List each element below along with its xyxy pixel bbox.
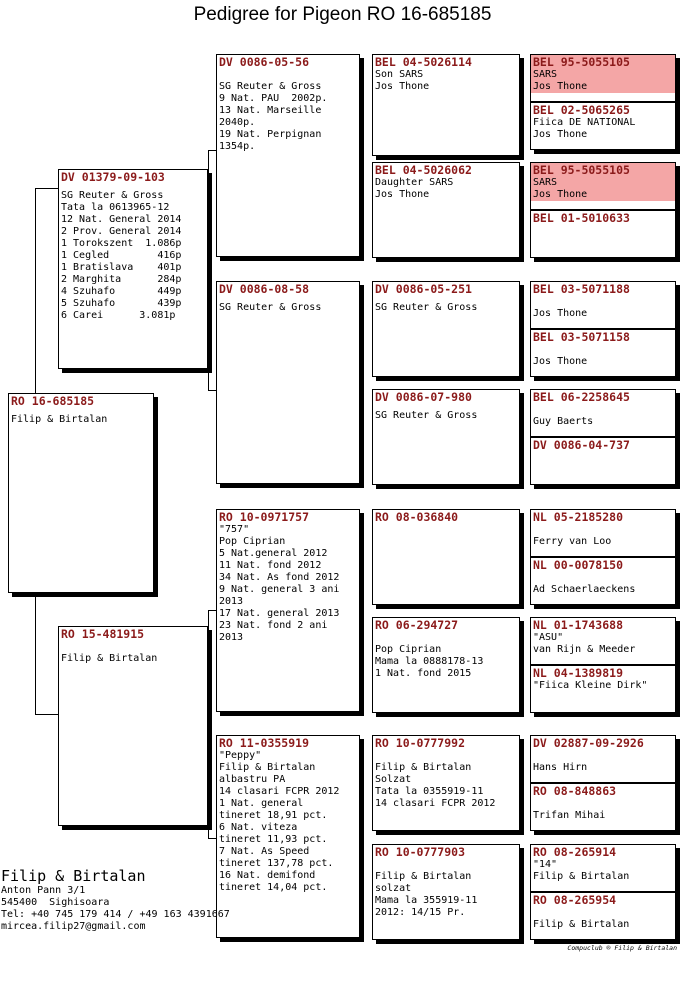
ring-number: BEL 03-5071188	[533, 282, 630, 296]
dam-card[interactable]	[58, 626, 208, 826]
subject-card[interactable]	[8, 393, 154, 593]
connector-line	[208, 150, 209, 390]
ring-number: RO 16-685185	[11, 394, 95, 408]
info-line: Mama la 0888178-13	[375, 656, 484, 667]
info-line: Hans Hirn	[533, 762, 588, 773]
highlight-band	[531, 55, 675, 93]
info-line: 5 Szuhafo 439p	[61, 298, 182, 309]
ring-number: DV 0086-04-737	[533, 438, 630, 452]
ring-number: RO 06-294727	[375, 618, 459, 632]
sire-sire-card[interactable]	[216, 54, 360, 257]
g3-card-7[interactable]	[372, 735, 520, 831]
info-line: 1 Bratislava 401p	[61, 262, 182, 273]
g4-card-1[interactable]	[530, 54, 676, 102]
info-line: Filip & Birtalan	[533, 871, 630, 882]
info-line: 17 Nat. general 2013	[219, 608, 340, 619]
info-line: Mama la 355919-11	[375, 895, 478, 906]
highlight-band	[531, 163, 675, 201]
ring-number: NL 01-1743688	[533, 618, 624, 632]
info-line: Trifan Mihai	[533, 810, 606, 821]
info-line: SG Reuter & Gross	[375, 302, 478, 313]
page-title: Pedigree for Pigeon RO 16-685185	[193, 4, 492, 25]
ring-number: NL 05-2185280	[533, 510, 624, 524]
info-line: Filip & Birtalan	[533, 919, 630, 930]
ring-number: NL 04-1389819	[533, 666, 624, 680]
g4-card-3[interactable]	[530, 162, 676, 210]
info-line: Jos Thone	[533, 81, 588, 92]
ring-number: BEL 01-5010633	[533, 211, 630, 225]
ring-number: BEL 03-5071158	[533, 330, 630, 344]
ring-number: DV 0086-05-251	[375, 282, 472, 296]
info-line: Guy Baerts	[533, 416, 594, 427]
g3-card-5[interactable]	[372, 509, 520, 605]
ring-number: RO 08-265914	[533, 845, 617, 859]
g4-card-10[interactable]	[530, 557, 676, 605]
breeder-name: Filip & Birtalan	[1, 867, 146, 885]
g3-card-2[interactable]	[372, 162, 520, 258]
breeder-address: Anton Pann 3/1	[1, 885, 86, 896]
info-line: SARS	[533, 69, 558, 80]
connector-line	[208, 610, 209, 838]
info-line: Tata la 0355919-11	[375, 786, 484, 797]
info-line: 34 Nat. As fond 2012	[219, 572, 340, 583]
info-line: Jos Thone	[375, 189, 430, 200]
info-line: 6 Carei 3.081p	[61, 310, 176, 321]
info-line: albastru PA	[219, 774, 286, 785]
info-line: 4 Szuhafo 449p	[61, 286, 182, 297]
g3-card-6[interactable]	[372, 617, 520, 713]
g4-card-13[interactable]	[530, 735, 676, 783]
info-line: 2012: 14/15 Pr.	[375, 907, 466, 918]
software-credit: Compuclub ® Filip & Birtalan	[567, 944, 677, 952]
info-line: Filip & Birtalan	[375, 871, 472, 882]
g4-card-12[interactable]	[530, 665, 676, 713]
ring-number: RO 10-0777992	[375, 736, 466, 750]
g3-card-3[interactable]	[372, 281, 520, 377]
sire-card[interactable]	[58, 169, 208, 369]
info-line: 9 Nat. general 3 ani	[219, 584, 340, 595]
info-line: Jos Thone	[533, 308, 588, 319]
ring-number: BEL 95-5055105	[533, 163, 630, 177]
g3-card-1[interactable]	[372, 54, 520, 156]
info-line: 19 Nat. Perpignan	[219, 129, 322, 140]
info-line: 12 Nat. General 2014	[61, 214, 182, 225]
info-line: 16 Nat. demifond	[219, 870, 316, 881]
info-line: 1 Nat. fond 2015	[375, 668, 472, 679]
dam-sire-card[interactable]	[216, 509, 360, 712]
info-line: Pop Ciprian	[219, 536, 286, 547]
info-line: 2 Prov. General 2014	[61, 226, 182, 237]
info-line: Jos Thone	[375, 81, 430, 92]
g4-card-6[interactable]	[530, 329, 676, 377]
info-line: 11 Nat. fond 2012	[219, 560, 322, 571]
info-line: Jos Thone	[533, 129, 588, 140]
info-line: Jos Thone	[533, 356, 588, 367]
ring-number: RO 08-848863	[533, 784, 617, 798]
ring-number: BEL 06-2258645	[533, 390, 630, 404]
info-line: Tata la 0613965-12	[61, 202, 170, 213]
g4-card-15[interactable]	[530, 844, 676, 892]
info-line: 2040p.	[219, 117, 256, 128]
info-line: 5 Nat.general 2012	[219, 548, 328, 559]
ring-number: BEL 04-5026114	[375, 55, 472, 69]
info-line: Ferry van Loo	[533, 536, 612, 547]
ring-number: RO 10-0971757	[219, 510, 310, 524]
dam-dam-card[interactable]	[216, 735, 360, 938]
g4-card-8[interactable]	[530, 437, 676, 485]
info-line: van Rijn & Meeder	[533, 644, 636, 655]
ring-number: BEL 02-5065265	[533, 103, 630, 117]
g4-card-9[interactable]	[530, 509, 676, 557]
info-line: SG Reuter & Gross	[219, 302, 322, 313]
info-line: 2 Marghita 284p	[61, 274, 182, 285]
ring-number: RO 11-0355919	[219, 736, 310, 750]
ring-number: DV 0086-07-980	[375, 390, 472, 404]
info-line: "Peppy"	[219, 750, 262, 761]
connector-line	[35, 188, 60, 189]
info-line: SG Reuter & Gross	[375, 410, 478, 421]
info-line: 2013	[219, 632, 244, 643]
info-line: Son SARS	[375, 69, 424, 80]
info-line: SG Reuter & Gross	[61, 190, 164, 201]
info-line: 14 clasari FCPR 2012	[219, 786, 340, 797]
g4-card-7[interactable]	[530, 389, 676, 437]
breeder-info	[1, 867, 230, 933]
ring-number: DV 01379-09-103	[61, 170, 165, 184]
info-line: Fiica DE NATIONAL	[533, 117, 636, 128]
info-line: Ad Schaerlaeckens	[533, 584, 636, 595]
info-line: Jos Thone	[533, 189, 588, 200]
ring-number: BEL 95-5055105	[533, 55, 630, 69]
ring-number: DV 02887-09-2926	[533, 736, 644, 750]
owner-line: Filip & Birtalan	[11, 414, 108, 425]
info-line: Pop Ciprian	[375, 644, 442, 655]
ring-number: RO 15-481915	[61, 627, 145, 641]
ring-number: RO 08-036840	[375, 510, 459, 524]
connector-line	[35, 592, 36, 714]
info-line: "ASU"	[533, 632, 564, 643]
ring-number: RO 10-0777903	[375, 845, 466, 859]
breeder-city: 545400 Sighisoara	[1, 897, 110, 908]
info-line: 1 Nat. general	[219, 798, 304, 809]
info-line: SG Reuter & Gross	[219, 81, 322, 92]
ring-number: NL 00-0078150	[533, 558, 624, 572]
info-line: Daughter SARS	[375, 177, 454, 188]
ring-number: DV 0086-05-56	[219, 55, 310, 69]
info-line: 1 Torokszent 1.086p	[61, 238, 182, 249]
ring-number: RO 08-265954	[533, 893, 617, 907]
breeder-email[interactable]: mircea.filip27@gmail.com	[1, 921, 146, 932]
info-line: "Fiica Kleine Dirk"	[533, 680, 648, 691]
connector-line	[35, 188, 36, 398]
breeder-phone: Tel: +40 745 179 414 / +49 163 4391667	[1, 909, 230, 920]
g4-card-4[interactable]	[530, 210, 676, 258]
info-line: solzat	[375, 883, 412, 894]
info-line: tineret 18,91 pct.	[219, 810, 328, 821]
info-line: tineret 14,04 pct.	[219, 882, 328, 893]
info-line: 13 Nat. Marseille	[219, 105, 322, 116]
info-line: 2013	[219, 596, 244, 607]
ring-number: DV 0086-08-58	[219, 282, 310, 296]
info-line: 6 Nat. viteza	[219, 822, 298, 833]
info-line: Filip & Birtalan	[375, 762, 472, 773]
info-line: "757"	[219, 524, 250, 535]
info-line: tineret 137,78 pct.	[219, 858, 334, 869]
g4-card-14[interactable]	[530, 783, 676, 831]
info-line: 14 clasari FCPR 2012	[375, 798, 496, 809]
g4-card-16[interactable]	[530, 892, 676, 940]
info-line: 23 Nat. fond 2 ani	[219, 620, 328, 631]
info-line: 1354p.	[219, 141, 256, 152]
g4-card-5[interactable]	[530, 281, 676, 329]
sire-dam-card[interactable]	[216, 281, 360, 484]
ring-number: BEL 04-5026062	[375, 163, 472, 177]
g3-card-4[interactable]	[372, 389, 520, 485]
info-line: 9 Nat. PAU 2002p.	[219, 93, 328, 104]
info-line: 7 Nat. As Speed	[219, 846, 310, 857]
info-line: Solzat	[375, 774, 412, 785]
g3-card-8[interactable]	[372, 844, 520, 940]
info-line: 1 Cegled 416p	[61, 250, 182, 261]
info-line: Filip & Birtalan	[219, 762, 316, 773]
info-line: tineret 11,93 pct.	[219, 834, 328, 845]
g4-card-11[interactable]	[530, 617, 676, 665]
owner-line: Filip & Birtalan	[61, 653, 158, 664]
info-line: SARS	[533, 177, 558, 188]
g4-card-2[interactable]	[530, 102, 676, 150]
connector-line	[35, 714, 60, 715]
info-line: "14"	[533, 859, 558, 870]
